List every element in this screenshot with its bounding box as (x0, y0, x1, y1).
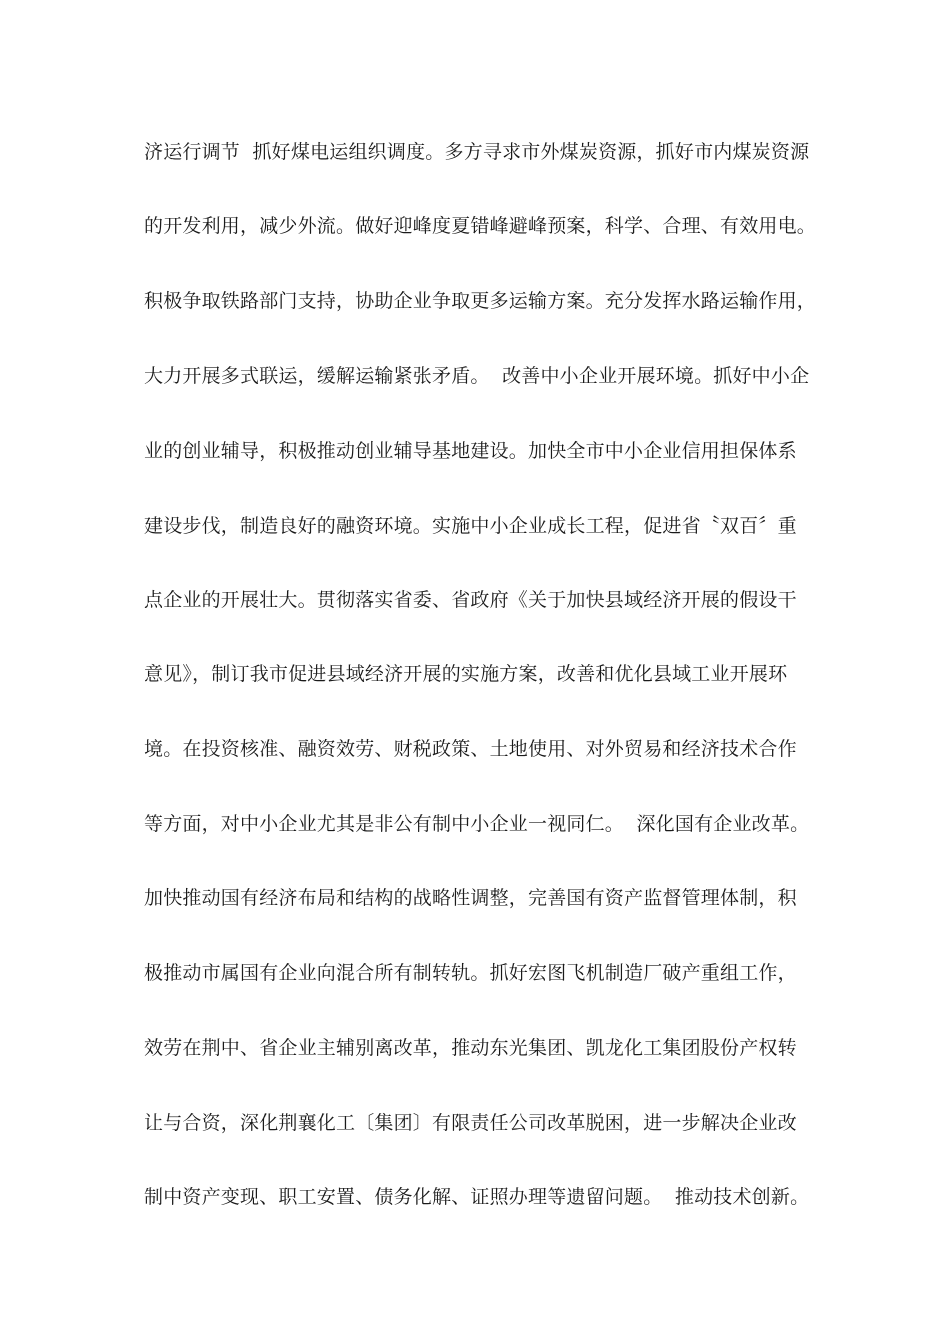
paragraph-line-15: 制中资产变现、职工安置、债务化解、证照办理等遗留问题。 推动技术创新。 (144, 1186, 810, 1208)
paragraph-line-10: 等方面，对中小企业尤其是非公有制中小企业一视同仁。 深化国有企业改革。 (144, 813, 810, 835)
paragraph-line-1: 济运行调节 抓好煤电运组织调度。多方寻求市外煤炭资源，抓好市内煤炭资源 (144, 141, 810, 163)
paragraph-line-8: 意见》，制订我市促进县域经济开展的实施方案，改善和优化县域工业开展环 (144, 663, 788, 685)
paragraph-line-9: 境。在投资核准、融资效劳、财税政策、土地使用、对外贸易和经济技术合作 (144, 738, 797, 760)
paragraph-line-6: 建设步伐，制造良好的融资环境。实施中小企业成长工程，促进省〝双百〞重 (144, 515, 797, 537)
paragraph-line-3: 积极争取铁路部门支持，协助企业争取更多运输方案。充分发挥水路运输作用， (144, 290, 817, 312)
paragraph-line-11: 加快推动国有经济布局和结构的战略性调整，完善国有资产监督管理体制，积 (144, 887, 797, 909)
paragraph-line-4: 大力开展多式联运，缓解运输紧张矛盾。 改善中小企业开展环境。抓好中小企 (144, 365, 810, 387)
paragraph-line-5: 业的创业辅导，积极推动创业辅导基地建设。加快全市中小企业信用担保体系 (144, 440, 797, 462)
paragraph-line-2: 的开发利用，减少外流。做好迎峰度夏错峰避峰预案，科学、合理、有效用电。 (144, 215, 817, 237)
paragraph-line-14: 让与合资，深化荆襄化工〔集团〕有限责任公司改革脱困，进一步解决企业改 (144, 1112, 797, 1134)
paragraph-line-7: 点企业的开展壮大。贯彻落实省委、省政府《关于加快县域经济开展的假设干 (144, 589, 797, 611)
paragraph-line-12: 极推动市属国有企业向混合所有制转轨。抓好宏图飞机制造厂破产重组工作， (144, 962, 797, 984)
paragraph-line-13: 效劳在荆中、省企业主辅别离改革，推动东光集团、凯龙化工集团股份产权转 (144, 1037, 797, 1059)
